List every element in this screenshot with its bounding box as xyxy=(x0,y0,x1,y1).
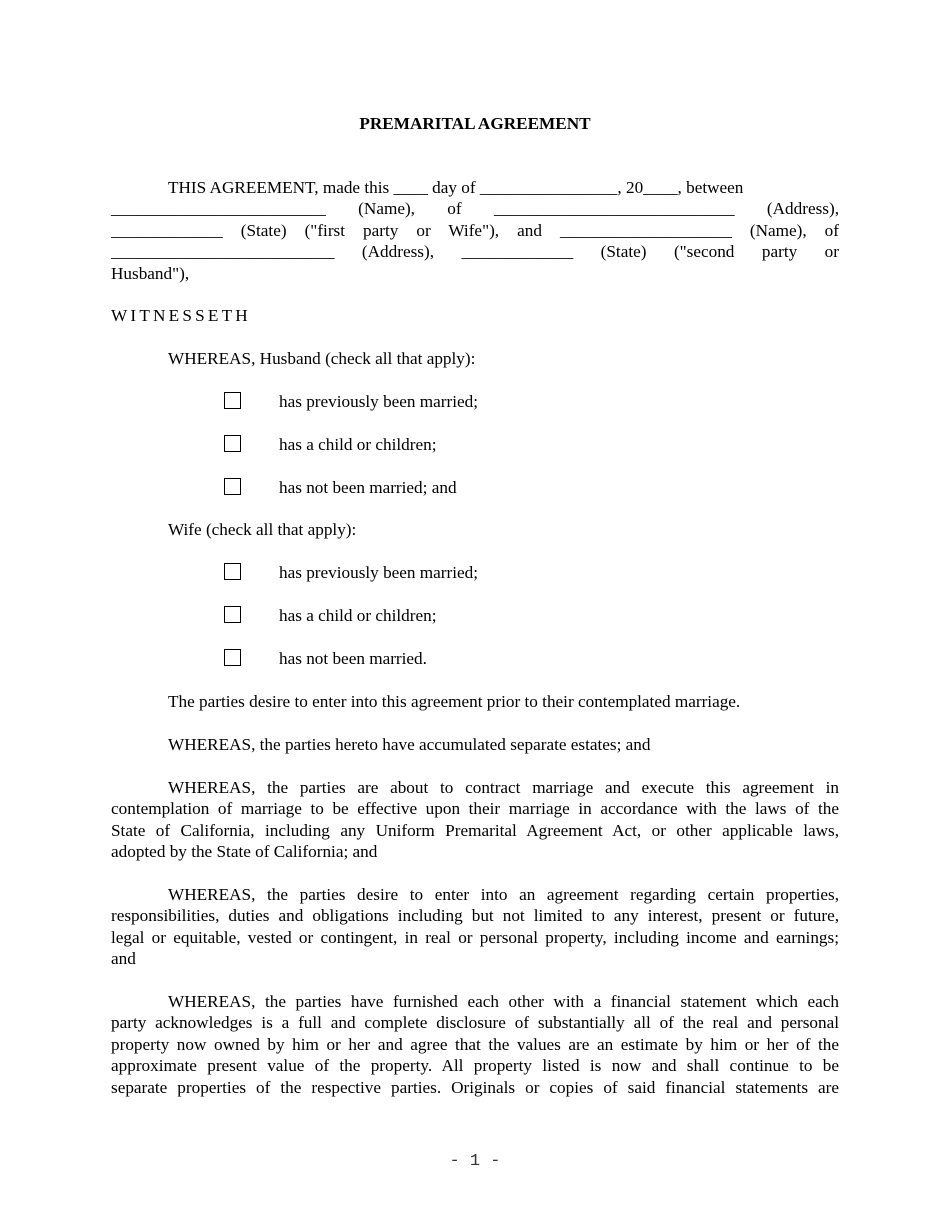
wife-previously-married-checkbox[interactable] xyxy=(224,563,241,580)
intro-line-1: THIS AGREEMENT, made this ____ day of ________________, 20____, between xyxy=(168,178,744,197)
whereas-marriage-line: adopted by the State of California; and xyxy=(111,842,378,862)
intro-line-5: Husband"), xyxy=(111,263,190,283)
whereas-marriage-paragraph xyxy=(111,777,839,863)
wife-option-label: has a child or children; xyxy=(279,606,437,625)
husband-option-label: has previously been married; xyxy=(279,392,479,411)
husband-heading: WHEREAS, Husband (check all that apply): xyxy=(168,349,476,368)
intro-paragraph xyxy=(111,177,839,284)
whereas-agreement-line: responsibilities, duties and obligations including but not limited to any interest, present or future, xyxy=(111,906,839,926)
wife-option-label: has not been married. xyxy=(279,649,427,668)
whereas-financial-paragraph xyxy=(111,991,839,1098)
whereas-agreement-paragraph xyxy=(111,884,839,970)
whereas-agreement-line: and xyxy=(111,949,136,969)
whereas-agreement-line: legal or equitable, vested or contingent, in real or personal property, including income and earnings; xyxy=(111,927,839,947)
husband-option-label: has a child or children; xyxy=(279,435,437,454)
witnesseth-heading: WITNESSETH xyxy=(111,306,251,325)
wife-option-label: has previously been married; xyxy=(279,563,479,582)
whereas-agreement-line: WHEREAS, the parties desire to enter into an agreement regarding certain properties, xyxy=(168,885,839,904)
husband-previously-married-checkbox[interactable] xyxy=(224,392,241,409)
whereas-financial-line: property now owned by him or her and agree that the values are an estimate by him or her of the xyxy=(111,1034,839,1054)
document-title: PREMARITAL AGREEMENT xyxy=(359,114,591,133)
wife-not-married-checkbox[interactable] xyxy=(224,649,241,666)
desire-paragraph: The parties desire to enter into this agreement prior to their contemplated marriage. xyxy=(168,692,741,711)
intro-line-3: _____________ (State) ("first party or Wife"), and ____________________ (Name), of xyxy=(111,220,839,240)
intro-line-4: __________________________ (Address), _____________ (State) ("second party or xyxy=(111,242,839,262)
intro-line-2: _________________________ (Name), of ____________________________ (Address), xyxy=(111,199,839,219)
whereas-financial-line: WHEREAS, the parties have furnished each other with a financial statement which each xyxy=(168,992,839,1011)
whereas-estates-paragraph: WHEREAS, the parties hereto have accumulated separate estates; and xyxy=(168,735,651,754)
whereas-financial-line: approximate present value of the property. All property listed is now and shall continue to be xyxy=(111,1056,839,1076)
husband-has-children-checkbox[interactable] xyxy=(224,435,241,452)
wife-has-children-checkbox[interactable] xyxy=(224,606,241,623)
whereas-financial-line: party acknowledges is a full and complete disclosure of substantially all of the real and personal xyxy=(111,1013,839,1033)
whereas-marriage-line: contemplation of marriage to be effective upon their marriage in accordance with the laws of the xyxy=(111,799,839,819)
page-number: - 1 - xyxy=(449,1152,501,1171)
whereas-marriage-line: WHEREAS, the parties are about to contract marriage and execute this agreement in xyxy=(168,778,839,797)
husband-option-label: has not been married; and xyxy=(279,478,457,497)
husband-not-married-checkbox[interactable] xyxy=(224,478,241,495)
whereas-financial-line: separate properties of the respective parties. Originals or copies of said financial statements are xyxy=(111,1077,839,1097)
whereas-marriage-line: State of California, including any Uniform Premarital Agreement Act, or other applicable laws, xyxy=(111,820,839,840)
wife-heading: Wife (check all that apply): xyxy=(168,520,357,539)
